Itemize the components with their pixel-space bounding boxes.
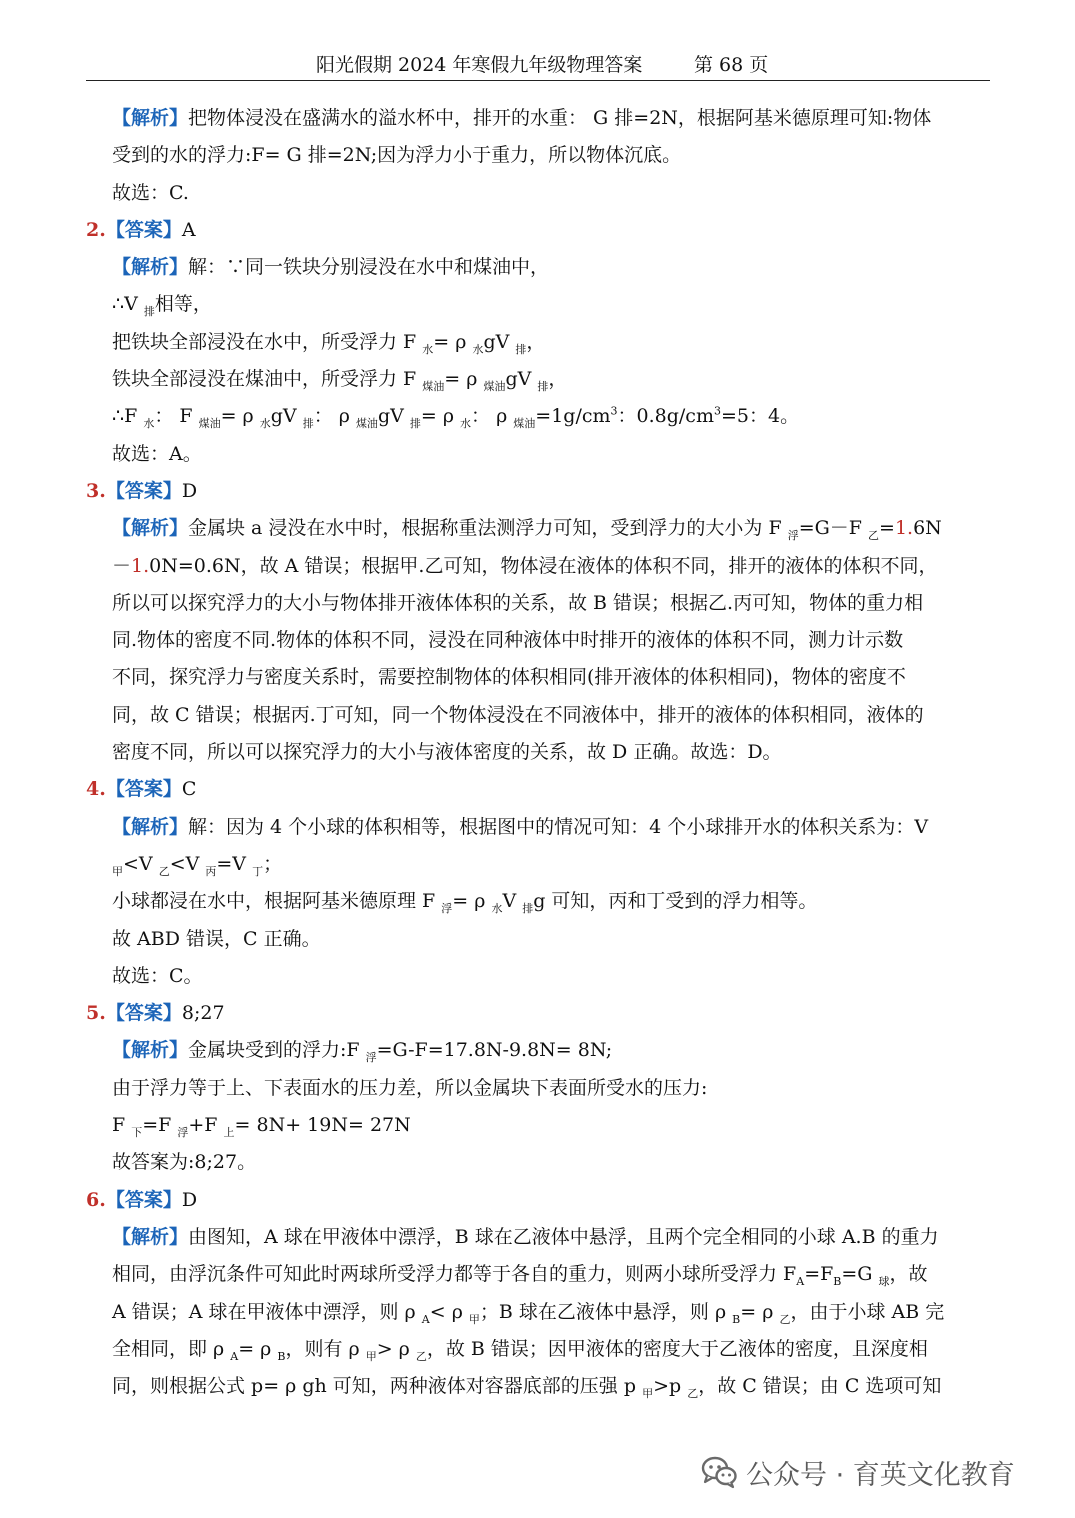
page-header [86, 50, 990, 81]
analysis-tag: 【解析】 [112, 1039, 189, 1062]
analysis-tag: 【解析】 [112, 1225, 189, 1248]
q1-analysis-line-2: 受到的水的浮力:F= G 排=2N;因为浮力小于重力，所以物体沉底。 [112, 144, 682, 167]
q3-number: 3. [86, 479, 106, 502]
wechat-footer [700, 1452, 1015, 1492]
q1-analysis-line-1: 【解析】把物体浸没在盛满水的溢水杯中，排开的水重： G 排=2N，根据阿基米德原理可知:物体 [112, 107, 932, 129]
q5-analysis-line-3: F $_下$=F $_浮$+F $_上$= 8N+ 19N= 27N [112, 1114, 411, 1139]
footer-text: 公众号 · 育英文化教育 [746, 1459, 1015, 1491]
q2-answer-value: A [181, 218, 196, 241]
q5-answer [86, 995, 992, 1032]
answer-tag: 【答案】 [105, 479, 182, 502]
q2-analysis-line-5: ∴F $_水$： F $_{煤油}$= ρ $_水$gV $_排$： ρ $_{煤油}$gV $_排$= ρ $_水$： ρ $_{煤油}=1g/cm^3$：$0.8g/cm^3=5$：4。 [112, 405, 800, 431]
q5-analysis-line-4: 故答案为:8;27。 [112, 1151, 257, 1174]
analysis-tag: 【解析】 [112, 256, 189, 279]
q2-analysis-line-2: ∴V $_排$相等， [112, 293, 212, 319]
q4-analysis-line-1: 【解析】解：因为 4 个小球的体积相等，根据图中的情况可知：4 个小球排开水的体积关系为：V [112, 815, 929, 838]
q1-choose: 故选：C. [112, 181, 189, 204]
analysis-tag: 【解析】 [112, 107, 189, 129]
q6-analysis-line-5: 同，则根据公式 p= ρ gh 可知，两种液体对容器底部的压强 p $_甲$>p $_乙$，故 C 错误；由 C 选项可知 [112, 1375, 942, 1400]
q3-analysis-line-3: 所以可以探究浮力的大小与物体排开液体体积的关系，故 B 错误；根据乙.丙可知，物体的重力相 [112, 591, 924, 614]
q4-analysis-line-3: 小球都浸在水中，根据阿基米德原理 F $_浮$= ρ $_水$V $_排$g 可知，丙和丁受到的浮力相等。 [112, 890, 818, 916]
q2-analysis-line-4: 铁块全部浸没在煤油中，所受浮力 F $_{煤油}$= ρ $_{煤油}$gV $_排$， [112, 368, 568, 393]
q2-analysis-line-3: 把铁块全部浸没在水中，所受浮力 F $_水$= ρ $_水$gV $_排$， [112, 330, 546, 356]
q4-analysis-line-2: $_甲$<V $_乙$<V $_丙$=V $_丁$； [112, 852, 283, 878]
header-page-number: 第 68 页 [694, 54, 769, 76]
q3-analysis-line-1: 【解析】金属块 a 浸没在水中时，根据称重法测浮力可知，受到浮力的大小为 F $_浮$=G－F $_乙$=1.6N [112, 517, 942, 543]
answer-tag: 【答案】 [105, 1188, 182, 1211]
q4-number: 4. [86, 778, 106, 801]
q3-answer-value: D [181, 479, 198, 502]
q3-analysis-line-4: 同.物体的密度不同.物体的体积不同，浸没在同种液体中时排开的液体的体积不同，测力计示数 [112, 629, 904, 652]
q6-number: 6. [86, 1188, 106, 1211]
q6-answer-value: D [181, 1188, 198, 1211]
q3-answer [86, 473, 992, 510]
q6-analysis-line-3: A 错误；A 球在甲液体中漂浮，则 ρ $_A$< ρ $_甲$；B 球在乙液体中悬浮，则 ρ $_B$= ρ $_乙$，由于小球 AB 完 [112, 1300, 945, 1326]
q2-choose: 故选：A。 [112, 442, 202, 465]
answer-content [86, 100, 992, 1405]
q3-analysis-line-7: 密度不同，所以可以探究浮力的大小与液体密度的关系，故 D 正确。故选：D。 [112, 741, 782, 764]
q3-analysis-line-5: 不同，探究浮力与密度关系时，需要控制物体的体积相同(排开液体的体积相同)，物体的密度不 [112, 666, 906, 689]
q6-analysis-line-1: 【解析】由图知，A 球在甲液体中漂浮，B 球在乙液体中悬浮，且两个完全相同的小球 A.B 的重力 [112, 1225, 939, 1248]
q4-answer-value: C [181, 778, 197, 801]
q4-choose: 故选：C。 [112, 964, 203, 987]
q4-answer [86, 771, 992, 808]
answer-tag: 【答案】 [105, 778, 182, 801]
wechat-icon [700, 1455, 738, 1489]
q6-answer [86, 1182, 992, 1219]
answer-tag: 【答案】 [105, 1002, 182, 1025]
header-title: 阳光假期 2024 年寒假九年级物理答案 [316, 54, 643, 76]
q3-analysis-line-6: 同，故 C 错误；根据丙.丁可知，同一个物体浸没在不同液体中，排开的液体的体积相同，液体的 [112, 703, 924, 726]
q4-analysis-line-4: 故 ABD 错误，C 正确。 [112, 927, 321, 950]
answer-tag: 【答案】 [105, 218, 182, 241]
q5-analysis-line-2: 由于浮力等于上、下表面水的压力差，所以金属块下表面所受水的压力: [112, 1076, 708, 1099]
analysis-tag: 【解析】 [112, 517, 189, 540]
q6-analysis-line-2: 相同，由浮沉条件可知此时两球所受浮力都等于各自的重力，则两小球所受浮力 $F_A=F_B=G$ $_球$，故 [112, 1263, 928, 1288]
q6-analysis-line-4: 全相同，即 ρ $_A$= ρ $_B$，则有 ρ $_甲$> ρ $_乙$，故 B 错误；因甲液体的密度大于乙液体的密度，且深度相 [112, 1337, 928, 1363]
analysis-tag: 【解析】 [112, 815, 189, 838]
q5-analysis-line-1: 【解析】金属块受到的浮力:F $_浮$=G-F=17.8N-9.8N= 8N; [112, 1039, 613, 1065]
q5-number: 5. [86, 1002, 106, 1025]
q2-answer [86, 212, 992, 249]
q3-analysis-line-2: －1.0N=0.6N，故 A 错误；根据甲.乙可知，物体浸在液体的体积不同，排开的液体的体积不同， [112, 554, 938, 577]
q2-number: 2. [86, 218, 106, 241]
q2-analysis-line-1: 【解析】解：∵同一铁块分别浸没在水中和煤油中， [112, 256, 550, 279]
q5-answer-value: 8;27 [181, 1002, 225, 1025]
